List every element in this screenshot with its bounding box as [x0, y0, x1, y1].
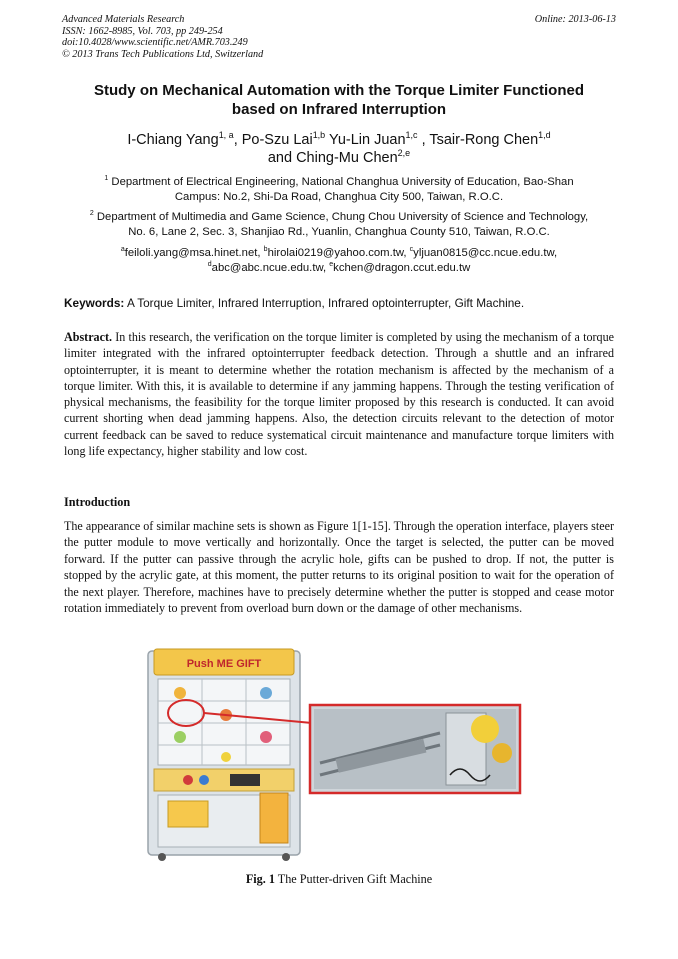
email-link[interactable]: feiloli.yang@msa.hinet.net, [124, 247, 264, 259]
display-panel [230, 774, 260, 786]
email-mark: b [263, 246, 268, 254]
gift-machine-illustration [140, 643, 528, 863]
email-link[interactable]: abc@abc.ncue.edu.tw, [211, 261, 330, 274]
abstract-text: In this research, the verification on the torque limiter is completed by using the mechanism of a torque limiter integrated with the infrared optointerrupter feedback detection. Through a shuttle and an infrared optointerrupter, it is meant to determine whether the rotation mechanism is affected by the mechanism of a torque limiter. With this, it is available to determine if any jamming happens. Through the testing verification of physical mechanisms, the feasibility for the torque limiter proposed by this research is conducted. It can avoid current shorting when dead jamming happens. Also, the detection circuits relevant to the detection of motor current feedback can be saved to reduce systematical circuit maintenance and manufacture torque limiters with long life expectancy, higher stability and low cost. [64, 330, 614, 459]
author-name: and Ching-Mu Chen [267, 150, 398, 166]
affiliation-text: No. 6, Lane 2, Sec. 3, Shanjiao Rd., Yuanlin, Changhua County 510, Taiwan, R.O.C. [128, 225, 550, 238]
figure-1 [140, 643, 528, 863]
control-button [199, 775, 209, 785]
author-name: Yu-Lin Juan [325, 132, 406, 148]
keywords-text: A Torque Limiter, Infrared Interruption, Infrared optointerrupter, Gift Machine. [124, 296, 525, 310]
control-button [183, 775, 193, 785]
affiliation-number: 2 [89, 210, 94, 218]
figure-caption [0, 872, 678, 887]
affiliation-text: Campus: No.2, Shi-Da Road, Changhua City 500, Taiwan, R.O.C. [174, 190, 504, 203]
author-affiliation-mark: 1,b [312, 130, 326, 141]
keywords [64, 296, 614, 311]
author-name: , Po-Szu Lai [233, 132, 313, 148]
gift-toy [471, 715, 499, 743]
affiliation-number: 1 [104, 175, 109, 183]
cabinet-sign-text: Push ME GIFT [186, 658, 262, 670]
introduction-heading: Introduction [64, 495, 131, 509]
doi-line: doi:10.4028/www.scientific.net/AMR.703.249 [62, 37, 248, 48]
affiliation-2 [56, 210, 622, 239]
affiliation-text: Department of Electrical Engineering, National Changhua University of Education, Bao-Shan [108, 176, 574, 188]
email-link[interactable]: kchen@dragon.ccut.edu.tw [333, 261, 471, 274]
email-mark: a [120, 246, 125, 254]
abstract [64, 329, 614, 459]
email-link[interactable]: hirolai0219@yahoo.com.tw, [267, 247, 410, 259]
email-mark: c [409, 246, 414, 254]
email-mark: d [207, 260, 212, 268]
wheel [158, 853, 166, 861]
prize-door [168, 801, 208, 827]
affiliation-1 [56, 175, 622, 204]
author-affiliation-mark: 1, a [218, 130, 234, 141]
online-date: Online: 2013-06-13 [534, 14, 616, 25]
side-sticker [260, 793, 288, 843]
issn-line: ISSN: 1662-8985, Vol. 703, pp 249-254 [62, 25, 223, 37]
author-name: I-Chiang Yang [127, 132, 219, 148]
title-line-1: Study on Mechanical Automation with the Torque Limiter Functioned [93, 82, 584, 99]
introduction-text: The appearance of similar machine sets is shown as Figure 1[1-15]. Through the operation interface, players steer the putter module to move vertically and horizontally. Once the target is selected, the putter can be moved forward. If the putter can passive through the acrylic hole, gifts can be pushed to drop. If not, the putter is stopped by the acrylic gate, at this moment, the putter returns to its original position to wait for the operation of the next player. Therefore, machines have to precisely determine whether the putter is stopped and cease motor rotation immediately to prevent from overload burn down or the damage of other mechanisms. [64, 519, 614, 616]
journal-header [62, 14, 616, 60]
gift-toy [492, 743, 512, 763]
author-affiliation-mark: 1,c [405, 130, 418, 141]
caption-label: Fig. 1 [245, 872, 275, 886]
paper-title [60, 81, 618, 119]
journal-name: Advanced Materials Research [62, 14, 185, 25]
email-mark: e [329, 260, 334, 268]
author-affiliation-mark: 2,e [397, 148, 411, 159]
affiliation-text: Department of Multimedia and Game Science, Chung Chou University of Science and Technology, [93, 211, 589, 223]
control-panel [154, 769, 294, 791]
author-name: , Tsair-Rong Chen [417, 132, 539, 148]
author-affiliation-mark: 1,d [538, 130, 551, 141]
author-emails [56, 246, 622, 275]
author-list [40, 131, 638, 167]
email-link[interactable]: yljuan0815@cc.ncue.edu.tw, [413, 247, 558, 259]
copyright-line: © 2013 Trans Tech Publications Ltd, Switzerland [62, 48, 264, 60]
keywords-label: Keywords: [64, 296, 125, 310]
wheel [282, 853, 290, 861]
title-line-2: based on Infrared Interruption [231, 101, 447, 118]
abstract-label: Abstract. [64, 330, 113, 344]
caption-text: The Putter-driven Gift Machine [274, 872, 433, 886]
